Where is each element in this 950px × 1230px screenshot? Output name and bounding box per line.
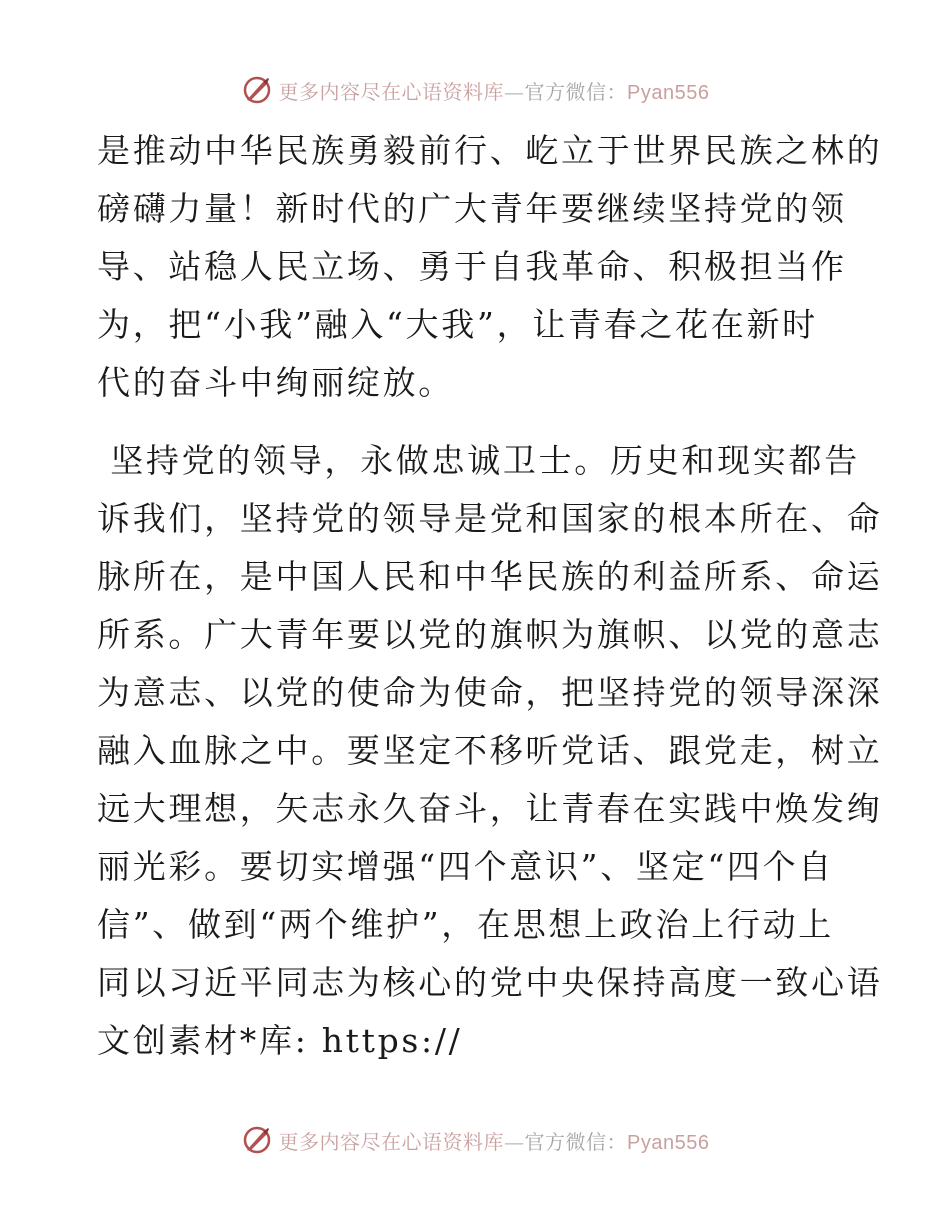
watermark-brand: 更多内容尽在心语资料库 [278,79,505,104]
watermark-dash: — [504,1129,525,1154]
text-line: 融入血脉之中。要坚定不移听党话、跟党走，树立 [97,731,883,770]
footer-watermark [0,1120,950,1160]
document-body [97,122,883,1070]
watermark-wechat-id: Pyan556 [627,1131,710,1154]
text-line: 诉我们，坚持党的领导是党和国家的根本所在、命 [97,499,883,538]
watermark-brand: 更多内容尽在心语资料库 [278,1129,505,1154]
text-line: 脉所在，是中国人民和中华民族的利益所系、命运 [97,557,883,596]
text-line: 远大理想，矢志永久奋斗，让青春在实践中焕发绚 [97,789,883,828]
quill-circle-logo-icon [241,74,273,106]
text-line: 信”、做到“两个维护”，在思想上政治上行动上 [97,905,835,944]
watermark-dash: — [504,79,525,104]
watermark-text [279,1126,710,1155]
text-line: 丽光彩。要切实增强“四个意识”、坚定“四个自 [97,847,835,886]
header-watermark [0,70,950,110]
paragraph-gap [97,412,857,432]
text-line: 坚持党的领导，永做忠诚卫士。历史和现实都告 [97,441,860,480]
text-line: 导、站稳人民立场、勇于自我革命、积极担当作 [97,247,847,286]
paragraph-2 [97,432,883,1070]
text-line: 为意志、以党的使命为使命，把坚持党的领导深深 [97,673,883,712]
watermark-wechat-id: Pyan556 [627,81,710,104]
quill-circle-logo-icon [241,1124,273,1156]
text-line: 同以习近平同志为核心的党中央保持高度一致心语 [97,963,883,1002]
text-line: 所系。广大青年要以党的旗帜为旗帜、以党的意志 [97,615,883,654]
text-line: 是推动中华民族勇毅前行、屹立于世界民族之林的 [97,131,883,170]
paragraph-1 [97,122,883,412]
text-line: 文创素材*库: https:// [97,1021,463,1060]
watermark-text [279,76,710,105]
watermark-official: 官方微信： [524,1129,628,1154]
text-line: 磅礴力量！新时代的广大青年要继续坚持党的领 [97,189,847,228]
text-line: 为，把“小我”融入“大我”，让青春之花在新时 [97,305,818,344]
watermark-official: 官方微信： [524,79,628,104]
text-line: 代的奋斗中绚丽绽放。 [97,363,454,402]
